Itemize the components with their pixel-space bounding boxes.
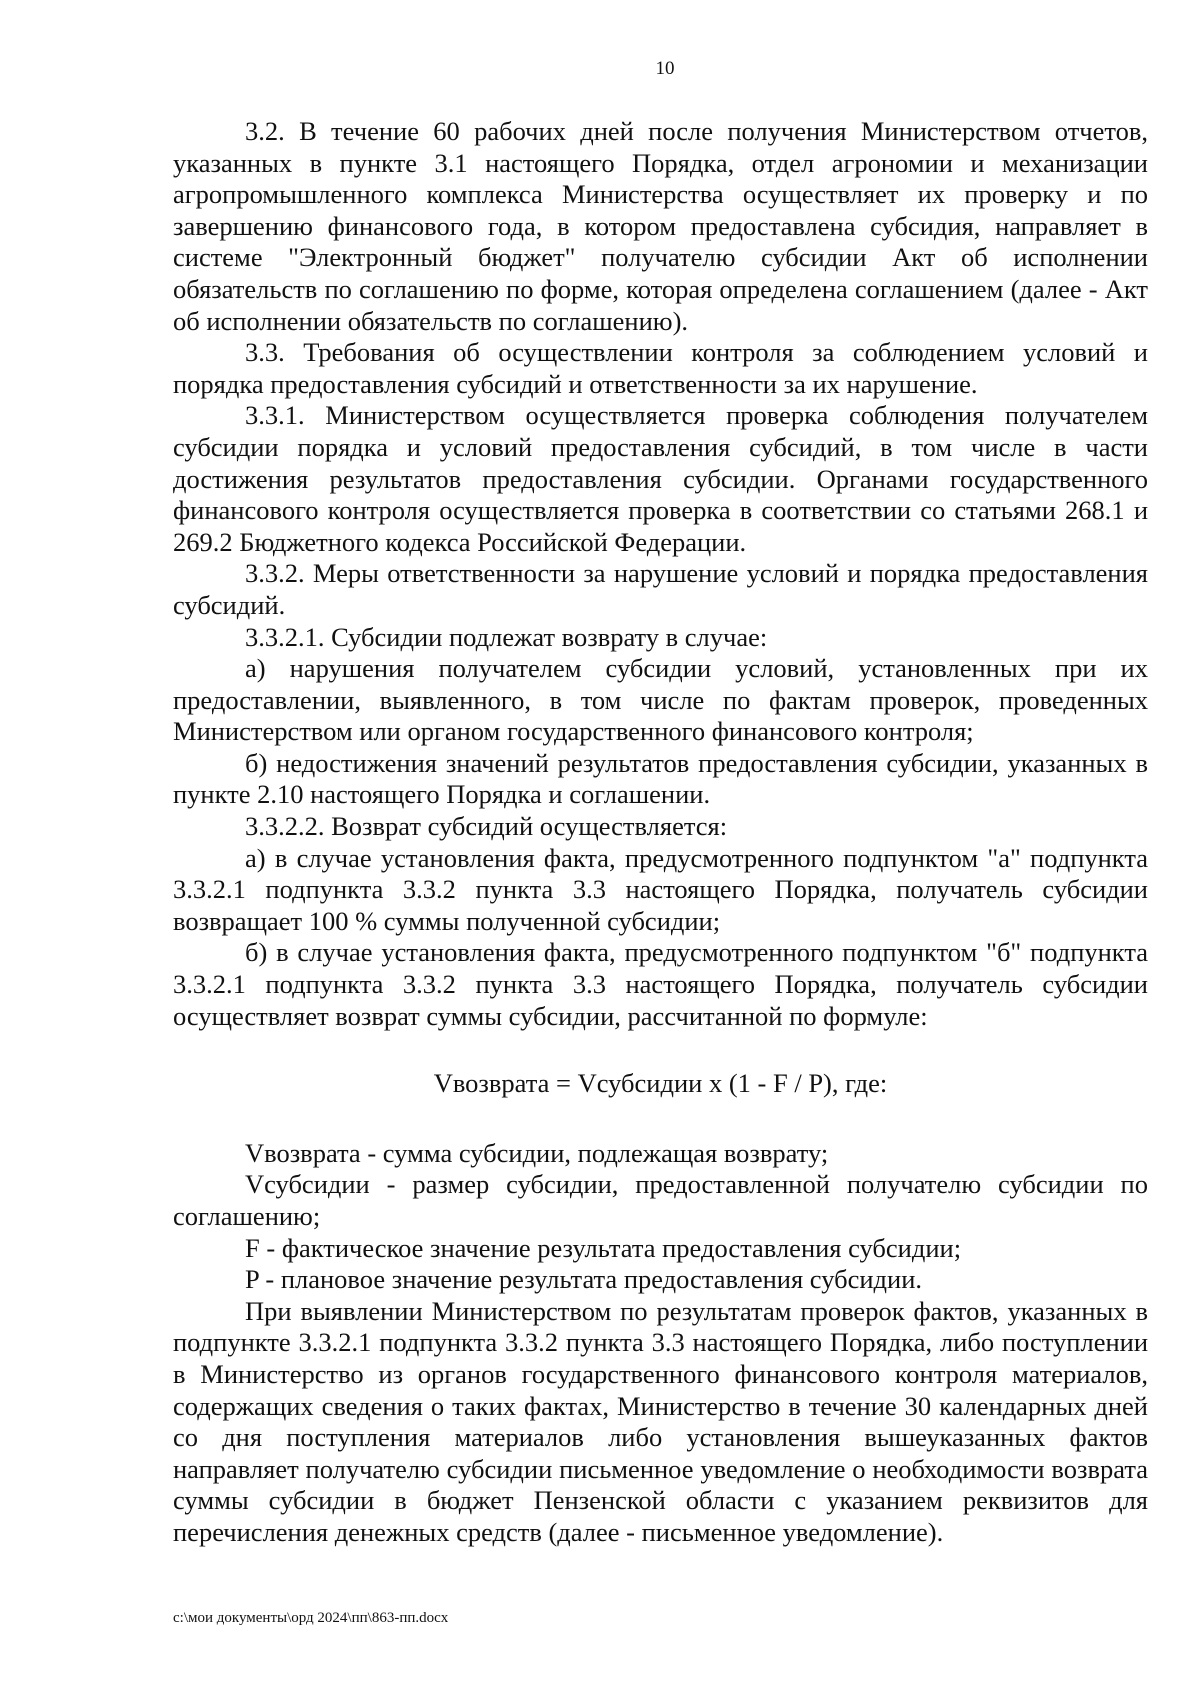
definition-p: P - плановое значение результата предоставления субсидии. xyxy=(245,1264,923,1295)
paragraph-3-2: 3.2. В течение 60 рабочих дней после получения Министерством отчетов, указанных в пункте 3.1 настоящего Порядка, отдел агрономии и механизации агропромышленного комплекса Министерства осуществляет их проверку и по завершению финансового года, в котором предоставлена субсидия, направляет в системе "Электронный бюджет" получателю субсидии Акт об исполнении обязательств по соглашению по форме, которая определена соглашением (далее - Акт об исполнении обязательств по соглашению). xyxy=(173,116,1148,336)
paragraph-3-3: 3.3. Требования об осуществлении контроля за соблюдением условий и порядка предоставления субсидий и ответственности за их нарушение. xyxy=(173,337,1148,399)
definition-v-subsidy: Vсубсидии - размер субсидии, предоставленной получателю субсидии по соглашению; xyxy=(173,1169,1148,1231)
paragraph-3-3-2: 3.3.2. Меры ответственности за нарушение условий и порядка предоставления субсидий. xyxy=(173,558,1148,620)
paragraph-notification: При выявлении Министерством по результатам проверок фактов, указанных в подпункте 3.3.2.1 подпункта 3.3.2 пункта 3.3 настоящего Порядка, либо поступлении в Министерство из органов государственного финансового контроля материалов, содержащих сведения о таких фактах, Министерство в течение 30 календарных дней со дня поступления материалов либо установления вышеуказанных фактов направляет получателю субсидии письменное уведомление о необходимости возврата суммы субсидии в бюджет Пензенской области с указанием реквизитов для перечисления денежных средств (далее - письменное уведомление). xyxy=(173,1295,1148,1547)
paragraph-3-3-2-1: 3.3.2.1. Субсидии подлежат возврату в случае: xyxy=(245,621,768,652)
paragraph-3-3-2-2: 3.3.2.2. Возврат субсидий осуществляется: xyxy=(245,811,728,842)
paragraph-3-3-2-2-a: а) в случае установления факта, предусмотренного подпунктом "а" подпункта 3.3.2.1 подпункта 3.3.2 пункта 3.3 настоящего Порядка, получатель субсидии возвращает 100 % суммы полученной субсидии; xyxy=(173,842,1148,936)
definition-v-refund: Vвозврата - сумма субсидии, подлежащая возврату; xyxy=(245,1137,829,1168)
paragraph-3-3-2-2-b: б) в случае установления факта, предусмотренного подпунктом "б" подпункта 3.3.2.1 подпункта 3.3.2 пункта 3.3 настоящего Порядка, получатель субсидии осуществляет возврат суммы субсидии, рассчитанной по формуле: xyxy=(173,937,1148,1031)
document-body xyxy=(173,116,1148,1549)
page-number: 10 xyxy=(655,58,675,79)
paragraph-3-3-2-1-b: б) недостижения значений результатов предоставления субсидии, указанных в пункте 2.10 настоящего Порядка и соглашении. xyxy=(173,747,1148,810)
paragraph-3-3-2-1-a: а) нарушения получателем субсидии условий, установленных при их предоставлении, выявленного, в том числе по фактам проверок, проведенных Министерством или органом государственного финансового контроля; xyxy=(173,653,1148,747)
paragraph-3-3-1: 3.3.1. Министерством осуществляется проверка соблюдения получателем субсидии порядка и условий предоставления субсидий, в том числе в части достижения результатов предоставления субсидии. Органами государственного финансового контроля осуществляется проверка в соответствии со статьями 268.1 и 269.2 Бюджетного кодекса Российской Федерации. xyxy=(173,400,1148,557)
file-path-footer: c:\мои документы\орд 2024\пп\863-пп.docx xyxy=(173,1610,449,1626)
definition-f: F - фактическое значение результата предоставления субсидии; xyxy=(245,1232,962,1263)
refund-formula: Vвозврата = Vсубсидии x (1 - F / P), где: xyxy=(433,1068,888,1099)
